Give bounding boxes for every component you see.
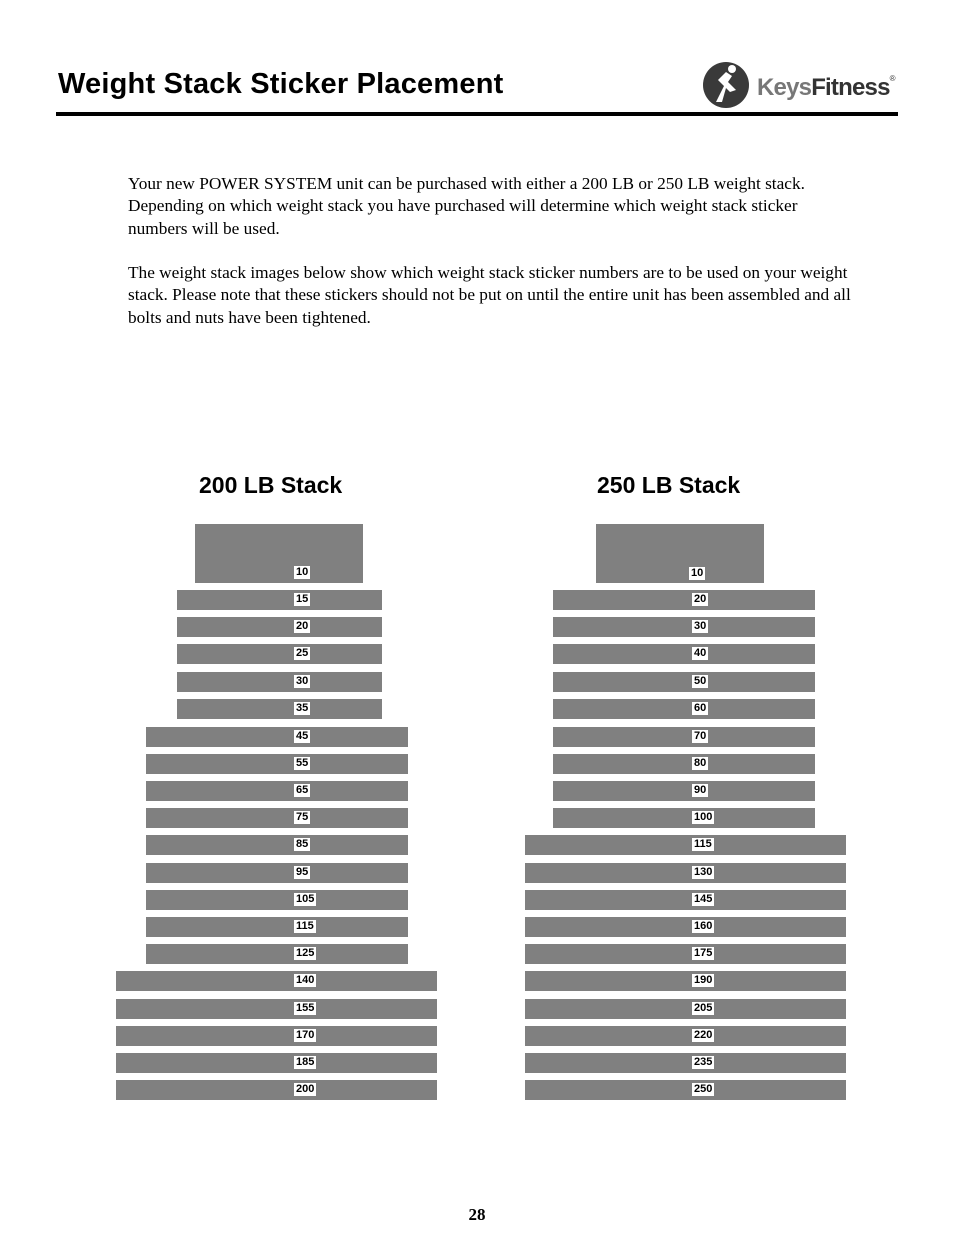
weight-sticker: 170 bbox=[296, 1029, 315, 1041]
weight-sticker: 130 bbox=[694, 866, 713, 878]
weight-plate bbox=[553, 727, 815, 747]
weight-sticker: 235 bbox=[694, 1056, 713, 1068]
weight-sticker: 220 bbox=[694, 1029, 713, 1041]
intro-paragraph-1: Your new POWER SYSTEM unit can be purchased with either a 200 LB or 250 LB weight stack. Depending on which weight stack you have purchased will determine which weight stack sticker numbers will be used. bbox=[128, 174, 805, 238]
stack-250-title: 250 LB Stack bbox=[597, 472, 741, 498]
weight-plate bbox=[146, 808, 408, 828]
weight-sticker: 15 bbox=[296, 593, 309, 605]
weight-sticker: 145 bbox=[694, 893, 713, 905]
intro-paragraph-2: The weight stack images below show which weight stack sticker numbers are to be used on your weight stack. Please note that these stickers should not be put on until the entire unit has been assembled and all bolts and nuts have been tightened. bbox=[128, 263, 851, 327]
page-title: Weight Stack Sticker Placement bbox=[58, 68, 504, 100]
weight-sticker: 200 bbox=[296, 1083, 315, 1095]
weight-plate bbox=[525, 1053, 846, 1073]
weight-sticker: 175 bbox=[694, 947, 713, 959]
weight-plate bbox=[553, 754, 815, 774]
weight-plate bbox=[177, 590, 382, 610]
weight-sticker: 60 bbox=[694, 702, 707, 714]
logo-wordmark: KeysFitness® bbox=[757, 74, 896, 101]
weight-plate bbox=[553, 590, 815, 610]
weight-sticker: 70 bbox=[694, 730, 707, 742]
weight-sticker: 65 bbox=[296, 784, 309, 796]
weight-plate bbox=[146, 835, 408, 855]
weight-plate bbox=[177, 617, 382, 637]
weight-sticker: 125 bbox=[296, 947, 315, 959]
weight-sticker: 35 bbox=[296, 702, 309, 714]
weight-sticker: 250 bbox=[694, 1083, 713, 1095]
keys-fitness-logo bbox=[702, 60, 902, 112]
weight-sticker: 20 bbox=[694, 593, 707, 605]
weight-plate bbox=[177, 644, 382, 664]
weight-sticker: 115 bbox=[694, 838, 712, 850]
weight-stack-top-block bbox=[195, 524, 363, 583]
weight-sticker: 10 bbox=[691, 567, 704, 579]
weight-sticker: 140 bbox=[296, 974, 315, 986]
weight-plate bbox=[525, 863, 846, 883]
weight-plate bbox=[177, 672, 382, 692]
weight-sticker: 75 bbox=[296, 811, 309, 823]
weight-plate bbox=[146, 890, 408, 910]
weight-sticker: 30 bbox=[694, 620, 707, 632]
weight-plate bbox=[146, 781, 408, 801]
weight-stack-top-block bbox=[596, 524, 764, 583]
weight-sticker: 100 bbox=[694, 811, 713, 823]
weight-sticker: 105 bbox=[296, 893, 315, 905]
weight-plate bbox=[116, 1053, 437, 1073]
weight-sticker: 115 bbox=[296, 920, 314, 932]
weight-plate bbox=[116, 1026, 437, 1046]
weight-sticker: 205 bbox=[694, 1002, 713, 1014]
weight-plate bbox=[177, 699, 382, 719]
weight-plate bbox=[525, 944, 846, 964]
weight-sticker: 85 bbox=[296, 838, 309, 850]
weight-plate bbox=[146, 917, 408, 937]
weight-sticker: 50 bbox=[694, 675, 707, 687]
weight-sticker: 160 bbox=[694, 920, 713, 932]
weight-sticker: 10 bbox=[296, 566, 309, 578]
weight-sticker: 155 bbox=[296, 1002, 315, 1014]
weight-plate bbox=[553, 617, 815, 637]
weight-sticker: 190 bbox=[694, 974, 713, 986]
weight-plate bbox=[116, 999, 437, 1019]
page-number: 28 bbox=[468, 1205, 486, 1224]
weight-sticker: 185 bbox=[296, 1056, 315, 1068]
weight-plate bbox=[146, 754, 408, 774]
weight-plate bbox=[116, 1080, 437, 1100]
weight-plate bbox=[553, 672, 815, 692]
weight-sticker: 55 bbox=[296, 757, 309, 769]
weight-plate bbox=[525, 1080, 846, 1100]
keys-fitness-runner-icon bbox=[702, 60, 750, 110]
weight-plate bbox=[525, 999, 846, 1019]
weight-plate bbox=[553, 781, 815, 801]
weight-plate bbox=[553, 808, 815, 828]
weight-plate bbox=[553, 699, 815, 719]
weight-sticker: 80 bbox=[694, 757, 707, 769]
stack-200-title: 200 LB Stack bbox=[199, 472, 343, 498]
weight-plate bbox=[116, 971, 437, 991]
weight-plate bbox=[525, 917, 846, 937]
weight-sticker: 95 bbox=[296, 866, 309, 878]
weight-sticker: 20 bbox=[296, 620, 309, 632]
weight-sticker: 25 bbox=[296, 647, 309, 659]
weight-plate bbox=[525, 835, 846, 855]
weight-plate bbox=[553, 644, 815, 664]
header-rule bbox=[56, 112, 898, 116]
weight-plate bbox=[146, 727, 408, 747]
weight-plate bbox=[525, 890, 846, 910]
weight-sticker: 30 bbox=[296, 675, 309, 687]
weight-sticker: 45 bbox=[296, 730, 309, 742]
weight-sticker: 90 bbox=[694, 784, 707, 796]
weight-plate bbox=[525, 1026, 846, 1046]
weight-plate bbox=[525, 971, 846, 991]
weight-plate bbox=[146, 944, 408, 964]
weight-sticker: 40 bbox=[694, 647, 707, 659]
weight-plate bbox=[146, 863, 408, 883]
